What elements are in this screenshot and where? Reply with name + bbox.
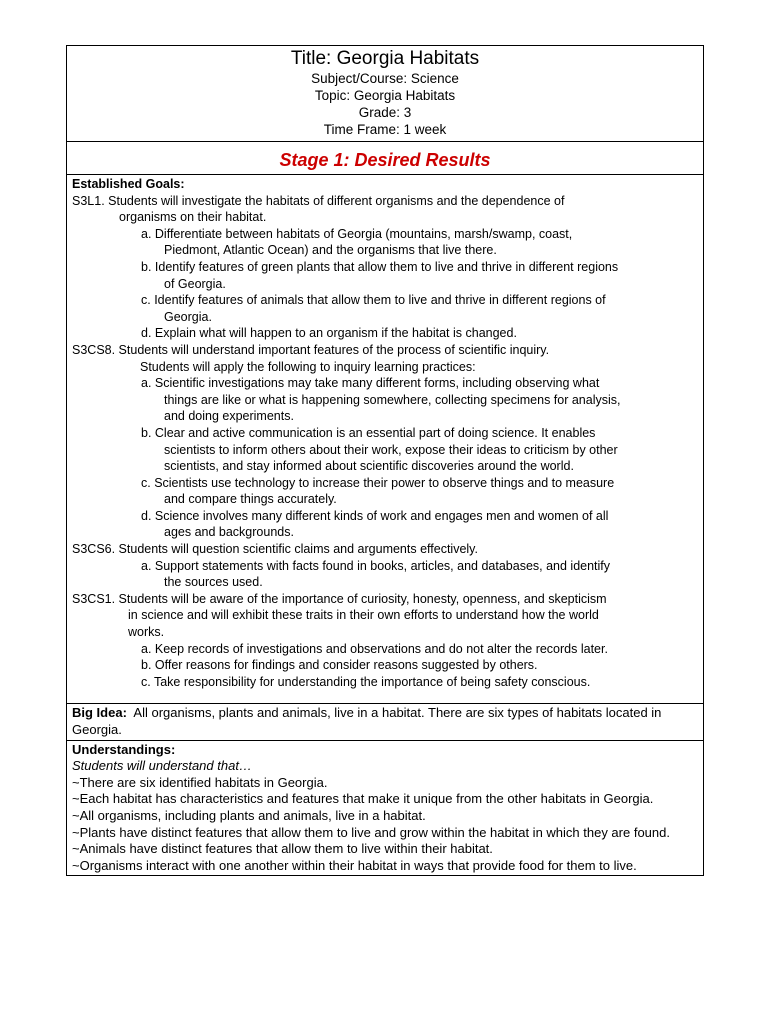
goal-line: a. Keep records of investigations and observations and do not alter the records later. [141,641,608,656]
big-idea-label: Big Idea: [72,705,127,721]
goal-line: scientists to inform others about their work, expose their ideas to criticism by other [164,442,618,457]
unit-plan-table [66,45,704,876]
topic: Topic: Georgia Habitats [314,88,456,103]
grade: Grade: 3 [358,105,412,120]
goals-heading: Established Goals: [72,177,185,191]
goal-line: S3CS8. Students will understand important features of the process of scientific inquiry. [72,342,550,357]
goal-line: Georgia. [164,309,212,324]
goal-line: S3CS6. Students will question scientific claims and arguments effectively. [72,542,478,557]
goal-line: organisms on their habitat. [119,210,267,225]
goal-line: b. Identify features of green plants that allow them to live and thrive in different regions [141,259,619,274]
goal-line: in science and will exhibit these traits in their own efforts to understand how the world [128,608,599,623]
goal-line: a. Support statements with facts found in books, articles, and databases, and identify [141,558,611,573]
goal-line: S3CS1. Students will be aware of the importance of curiosity, honesty, openness, and skepticism [72,591,607,606]
goal-line: S3L1. Students will investigate the habitats of different organisms and the dependence of [72,193,565,208]
goal-line: a. Differentiate between habitats of Georgia (mountains, marsh/swamp, coast, [141,226,573,241]
goal-line: ages and backgrounds. [164,525,294,540]
goal-line: and compare things accurately. [164,492,337,507]
understandings [67,741,703,876]
goal-line: d. Science involves many different kinds of work and engages men and women of all [141,508,609,523]
big-idea-text: All organisms, plants and animals, live in a habitat. There are six types of habitats located in Georgia. [72,705,662,737]
goal-line: Piedmont, Atlantic Ocean) and the organisms that live there. [164,243,497,258]
goal-line: scientists, and stay informed about scientific discoveries around the world. [164,459,574,474]
time-frame: Time Frame: 1 week [323,122,447,137]
goal-line: the sources used. [164,575,263,590]
understanding-item: ~There are six identified habitats in Georgia. [72,774,328,790]
goal-line: of Georgia. [164,276,226,291]
goal-line: Students will apply the following to inquiry learning practices: [140,359,476,374]
big-idea [67,704,703,740]
understanding-item: ~Each habitat has characteristics and features that make it unique from the other habitats in Georgia. [72,791,654,807]
goal-line: things are like or what is happening somewhere, collecting specimens for analysis, [164,392,621,407]
subject-course: Subject/Course: Science [311,71,459,86]
understanding-item: ~Organisms interact with one another within their habitat in ways that provide food for them to live. [72,857,637,873]
established-goals [67,175,703,704]
understandings-heading: Understandings: [72,741,176,757]
goal-line: a. Scientific investigations may take many different forms, including observing what [141,376,600,391]
plan-header [67,46,703,142]
understanding-item: ~All organisms, including plants and animals, live in a habitat. [72,807,426,823]
goal-line: c. Scientists use technology to increase their power to observe things and to measure [141,475,615,490]
stage-label: Stage 1: Desired Results [279,150,491,170]
page-title: Title: Georgia Habitats [290,48,480,69]
goal-line: works. [128,625,165,640]
goal-line: and doing experiments. [164,409,294,424]
understanding-item: ~Animals have distinct features that allow them to live within their habitat. [72,841,493,857]
goal-line: c. Take responsibility for understanding the importance of being safety conscious. [141,674,591,689]
goal-line: d. Explain what will happen to an organism if the habitat is changed. [141,326,517,341]
goal-line: c. Identify features of animals that allow them to live and thrive in different regions of [141,293,606,308]
understanding-item: ~Plants have distinct features that allow them to live and grow within the habitat in which they are found. [72,824,670,840]
goal-line: b. Clear and active communication is an essential part of doing science. It enables [141,425,596,440]
understandings-intro: Students will understand that… [72,758,252,774]
stage-heading [67,142,703,175]
goal-line: b. Offer reasons for findings and consider reasons suggested by others. [141,658,538,673]
